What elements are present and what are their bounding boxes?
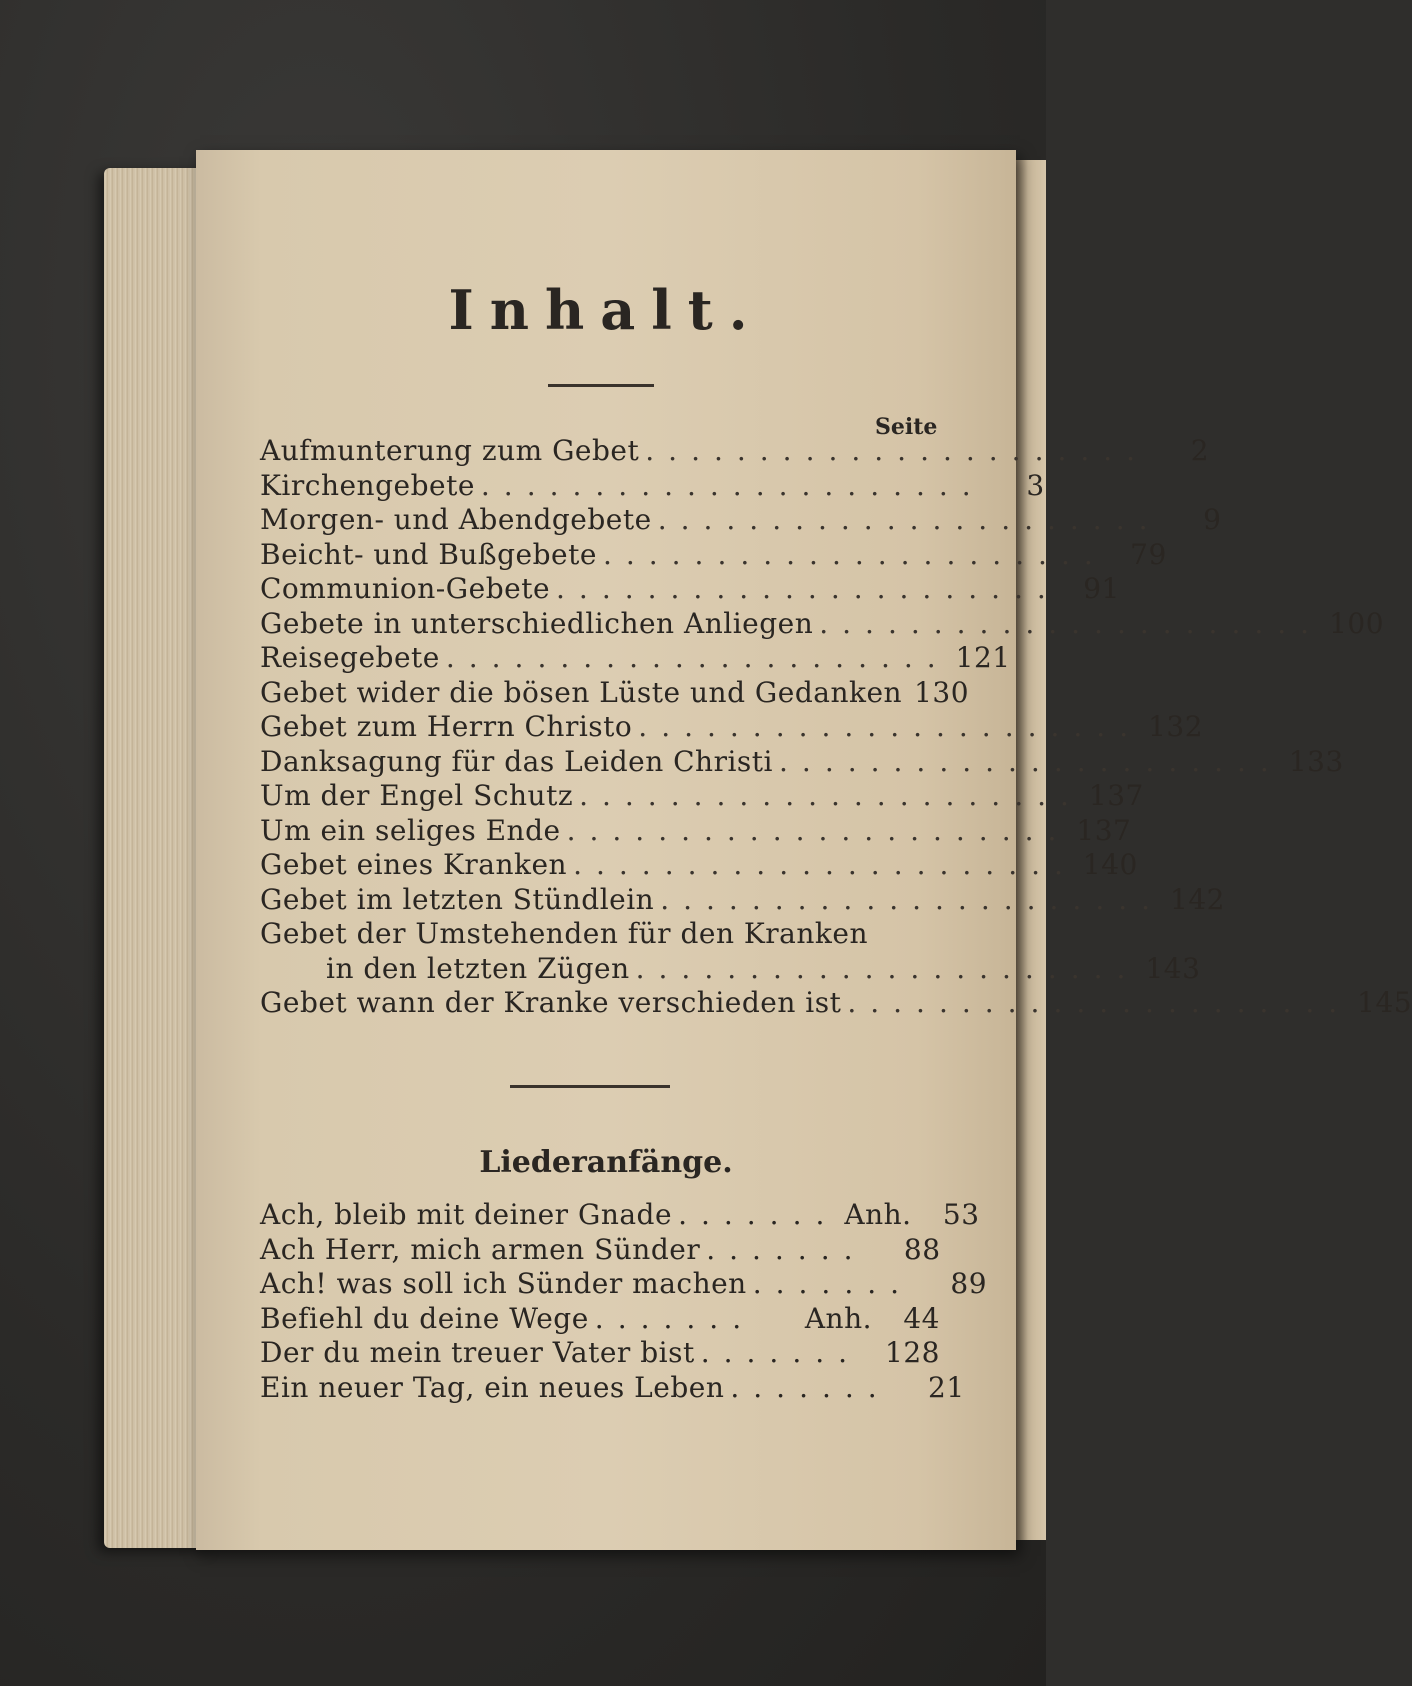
toc-entry bbox=[260, 986, 1412, 1021]
leader-dots: ...................... bbox=[657, 503, 1162, 536]
toc-entry bbox=[260, 675, 970, 711]
toc-entry-label: Gebet wider die bösen Lüste und Gedanken bbox=[260, 675, 903, 709]
column-header-seite: Seite bbox=[875, 414, 938, 440]
toc-entry-label: Um ein seliges Ende bbox=[260, 813, 561, 847]
toc-entry-page: 100 bbox=[1329, 606, 1385, 640]
toc-entry bbox=[260, 917, 940, 952]
toc-entry-label: Gebet im letzten Stündlein bbox=[260, 882, 655, 916]
leader-dots: ...................... bbox=[660, 882, 1165, 916]
leader-dots: ....... bbox=[678, 1198, 839, 1231]
toc-entry-page: 91 bbox=[1083, 572, 1120, 605]
toc-entry bbox=[260, 779, 1144, 814]
song-entry bbox=[260, 1336, 940, 1371]
toc-entry bbox=[260, 537, 1167, 573]
toc-entry-page: 140 bbox=[1082, 848, 1138, 881]
leader-dots: ...................... bbox=[480, 468, 985, 502]
toc-entry-page: 132 bbox=[1148, 710, 1204, 743]
toc-entry bbox=[260, 882, 1225, 918]
leader-dots: ...................... bbox=[638, 710, 1143, 743]
toc-entry bbox=[260, 848, 1138, 883]
toc-entry-page: 2 bbox=[1190, 434, 1210, 467]
toc-entry-page: 130 bbox=[914, 675, 970, 709]
toc-entry-label: Gebete in unterschiedlichen Anliegen bbox=[260, 606, 814, 640]
song-entry-label: Der du mein treuer Vater bist bbox=[260, 1336, 695, 1369]
song-entry-page: 89 bbox=[950, 1267, 988, 1300]
leader-dots: ...................... bbox=[645, 434, 1150, 467]
leader-dots: ....... bbox=[594, 1301, 756, 1335]
song-entry-page: 128 bbox=[885, 1336, 940, 1369]
song-entry bbox=[260, 1267, 988, 1302]
toc-entry-page: 79 bbox=[1130, 537, 1167, 571]
toc-entry-label: Reisegebete bbox=[260, 641, 440, 674]
song-index bbox=[260, 1198, 988, 1405]
toc-entry bbox=[260, 434, 1210, 469]
leader-dots: ...................... bbox=[556, 572, 1060, 605]
leader-dots: ....... bbox=[706, 1232, 867, 1266]
song-entry bbox=[260, 1302, 940, 1337]
table-of-contents bbox=[260, 434, 1412, 1021]
leader-dots: ....... bbox=[730, 1370, 891, 1404]
leader-dots: ...................... bbox=[847, 986, 1352, 1019]
toc-entry-page: 133 bbox=[1288, 744, 1344, 778]
song-entry-label: Ach Herr, mich armen Sünder bbox=[260, 1232, 701, 1266]
song-entry bbox=[260, 1233, 940, 1268]
song-entry-label: Ein neuer Tag, ein neues Leben bbox=[260, 1370, 725, 1404]
song-entry-label: Befiehl du deine Wege bbox=[260, 1301, 589, 1335]
toc-entry-label: in den letzten Zügen bbox=[326, 951, 630, 985]
toc-entry-label: Aufmunterung zum Gebet bbox=[260, 434, 640, 467]
song-entry-appendix: Anh. bbox=[804, 1301, 872, 1335]
toc-entry-label: Kirchengebete bbox=[260, 468, 475, 502]
song-entry bbox=[260, 1198, 980, 1233]
song-entry-label: Ach! was soll ich Sünder machen bbox=[260, 1267, 747, 1300]
toc-entry bbox=[260, 606, 1385, 642]
song-entry-appendix: Anh. bbox=[844, 1198, 912, 1231]
toc-entry bbox=[260, 503, 1222, 538]
title-divider bbox=[548, 384, 654, 387]
toc-entry-label: Um der Engel Schutz bbox=[260, 779, 574, 812]
toc-entry bbox=[260, 744, 1344, 780]
toc-entry-label: Gebet zum Herrn Christo bbox=[260, 710, 633, 743]
leader-dots: ...................... bbox=[819, 606, 1324, 640]
toc-entry-label: Morgen- und Abendgebete bbox=[260, 503, 652, 536]
toc-entry bbox=[260, 468, 1045, 504]
toc-entry bbox=[260, 813, 1132, 849]
section-title: Liederanfänge. bbox=[479, 1145, 733, 1180]
leader-dots: ...................... bbox=[635, 951, 1140, 985]
toc-entry-page: 145 bbox=[1357, 986, 1412, 1019]
leader-dots: ...................... bbox=[566, 813, 1071, 847]
toc-entry bbox=[260, 641, 1011, 676]
song-entry-label: Ach, bleib mit deiner Gnade bbox=[260, 1198, 673, 1231]
leader-dots: ....... bbox=[752, 1267, 914, 1300]
song-entry bbox=[260, 1370, 965, 1406]
leader-dots: ...................... bbox=[573, 848, 1077, 881]
toc-entry-page: 121 bbox=[955, 641, 1011, 674]
song-entry-page: 21 bbox=[928, 1370, 965, 1404]
toc-entry-label: Beicht- und Bußgebete bbox=[260, 537, 597, 571]
leader-dots: ...................... bbox=[779, 744, 1283, 778]
toc-entry-page: 3 bbox=[1026, 468, 1045, 502]
toc-entry-label: Gebet eines Kranken bbox=[260, 848, 568, 881]
song-entry-page: 44 bbox=[903, 1301, 940, 1335]
toc-entry-page: 142 bbox=[1170, 882, 1225, 916]
song-entry-page: 53 bbox=[942, 1198, 980, 1231]
toc-entry bbox=[260, 951, 1201, 987]
page-title: Inhalt. bbox=[448, 278, 764, 342]
toc-entry-label: Danksagung für das Leiden Christi bbox=[260, 744, 774, 778]
toc-entry-page: 9 bbox=[1203, 503, 1222, 536]
leader-dots: ...................... bbox=[579, 779, 1083, 812]
leader-dots: ....... bbox=[700, 1336, 862, 1369]
toc-entry-page: 137 bbox=[1088, 779, 1144, 812]
section-divider bbox=[510, 1085, 670, 1088]
toc-entry bbox=[260, 710, 1204, 745]
toc-entry-page: 137 bbox=[1076, 813, 1132, 847]
toc-entry bbox=[260, 572, 1120, 607]
toc-entry-label: Gebet der Umstehenden für den Kranken bbox=[260, 917, 868, 950]
toc-entry-label: Gebet wann der Kranke verschieden ist bbox=[260, 986, 842, 1019]
leader-dots: ...................... bbox=[445, 641, 950, 674]
leader-dots: ...................... bbox=[602, 537, 1107, 571]
toc-entry-label: Communion-Gebete bbox=[260, 572, 551, 605]
song-entry-page: 88 bbox=[903, 1232, 941, 1266]
toc-entry-page: 143 bbox=[1145, 951, 1201, 985]
